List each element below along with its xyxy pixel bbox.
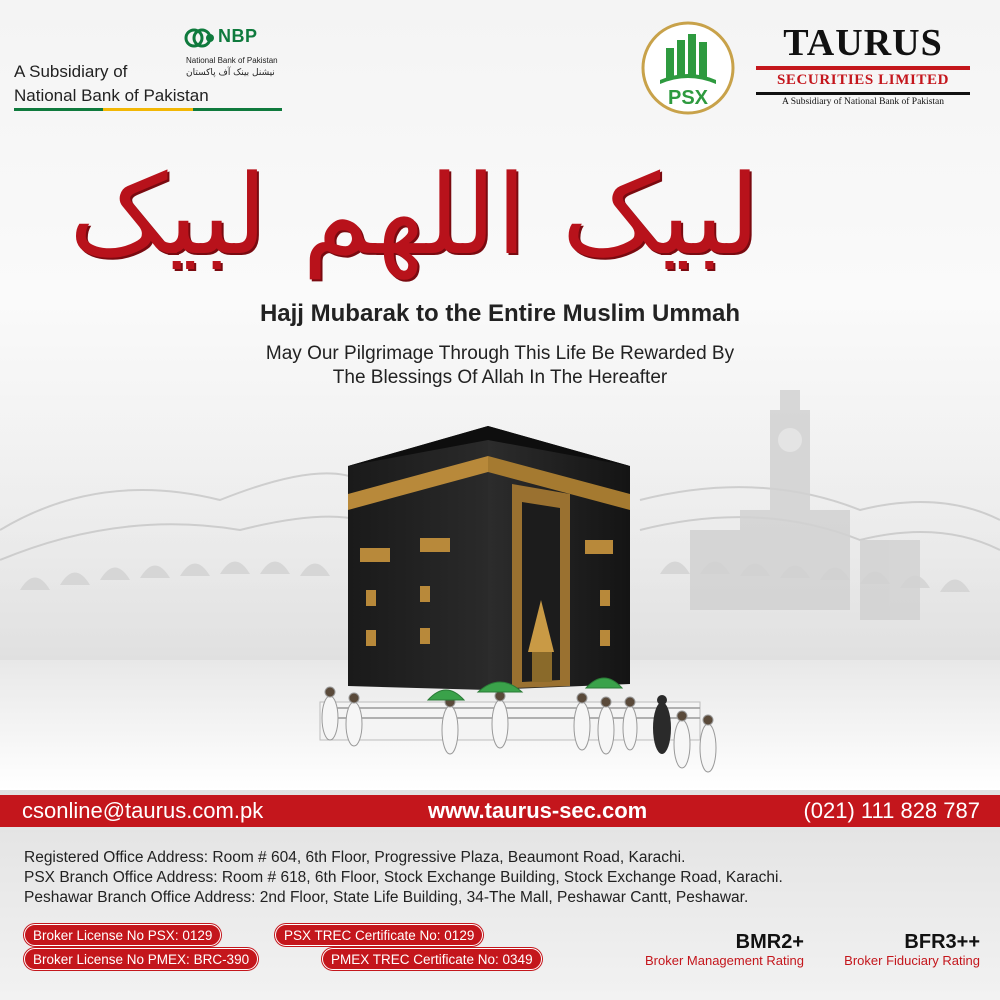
pmex-trec-badge: PMEX TREC Certificate No: 0349 <box>322 948 542 970</box>
taurus-tagline: A Subsidiary of National Bank of Pakistan <box>781 97 944 107</box>
bmr-rating <box>645 931 804 969</box>
psx-trec-badge: PSX TREC Certificate No: 0129 <box>275 924 483 946</box>
psx-logo-text: PSX <box>667 87 709 109</box>
office-addresses <box>24 848 984 908</box>
contact-email-link[interactable]: csonline@taurus.com.pk <box>22 798 264 823</box>
greeting-subline-1: May Our Pilgrimage Through This Life Be Rewarded By <box>265 343 735 364</box>
bfr-rating-label: Broker Fiduciary Rating <box>844 953 980 968</box>
taurus-name: TAURUS <box>783 22 943 64</box>
parent-bank-name: National Bank of Pakistan <box>14 86 209 105</box>
registered-office-address: Registered Office Address: Room # 604, 6th Floor, Progressive Plaza, Beaumont Road, Karachi. <box>24 849 686 866</box>
greeting-headline: Hajj Mubarak to the Entire Muslim Ummah <box>259 300 741 327</box>
nbp-underline <box>14 108 282 111</box>
nbp-emblem-icon <box>184 24 220 52</box>
bmr-rating-label: Broker Management Rating <box>645 953 804 968</box>
pmex-license-badge: Broker License No PMEX: BRC-390 <box>24 948 258 970</box>
contact-phone-link[interactable]: (021) 111 828 787 <box>803 798 980 823</box>
nbp-logo-subtitle: National Bank of Pakistan <box>186 56 278 65</box>
peshawar-branch-address: Peshawar Branch Office Address: 2nd Floor, State Life Building, 34-The Mall, Peshawar Cantt, Peshawar. <box>24 889 749 906</box>
greeting-subline-2: The Blessings Of Allah In The Hereafter <box>332 367 668 388</box>
taurus-securities-limited: SECURITIES LIMITED <box>776 72 950 88</box>
bfr-rating-code: BFR3++ <box>904 931 980 953</box>
contact-website-link[interactable]: www.taurus-sec.com <box>428 798 648 823</box>
nbp-subsidiary-block <box>14 24 284 114</box>
nbp-logo-urdu: نیشنل بینک آف پاکستان <box>186 68 275 78</box>
psx-logo-icon <box>640 20 736 116</box>
bmr-rating-code: BMR2+ <box>735 931 804 953</box>
taurus-divider-bottom <box>756 92 970 95</box>
psx-branch-address: PSX Branch Office Address: Room # 618, 6th Floor, Stock Exchange Building, Stock Exchange Road, Karachi. <box>24 869 783 886</box>
labbaik-calligraphy: لبیک اللھم لبیک <box>68 151 760 279</box>
greeting-subline <box>0 342 1000 390</box>
kaaba <box>348 426 630 690</box>
subsidiary-prefix: A Subsidiary of <box>14 62 128 81</box>
bfr-rating <box>844 931 980 969</box>
nbp-logo-text: NBP <box>218 26 258 46</box>
kaaba-scene-illustration <box>0 390 1000 790</box>
psx-license-badge: Broker License No PSX: 0129 <box>24 924 221 946</box>
contact-bar <box>0 795 1000 827</box>
taurus-logo <box>756 22 970 112</box>
taurus-divider <box>756 66 970 70</box>
